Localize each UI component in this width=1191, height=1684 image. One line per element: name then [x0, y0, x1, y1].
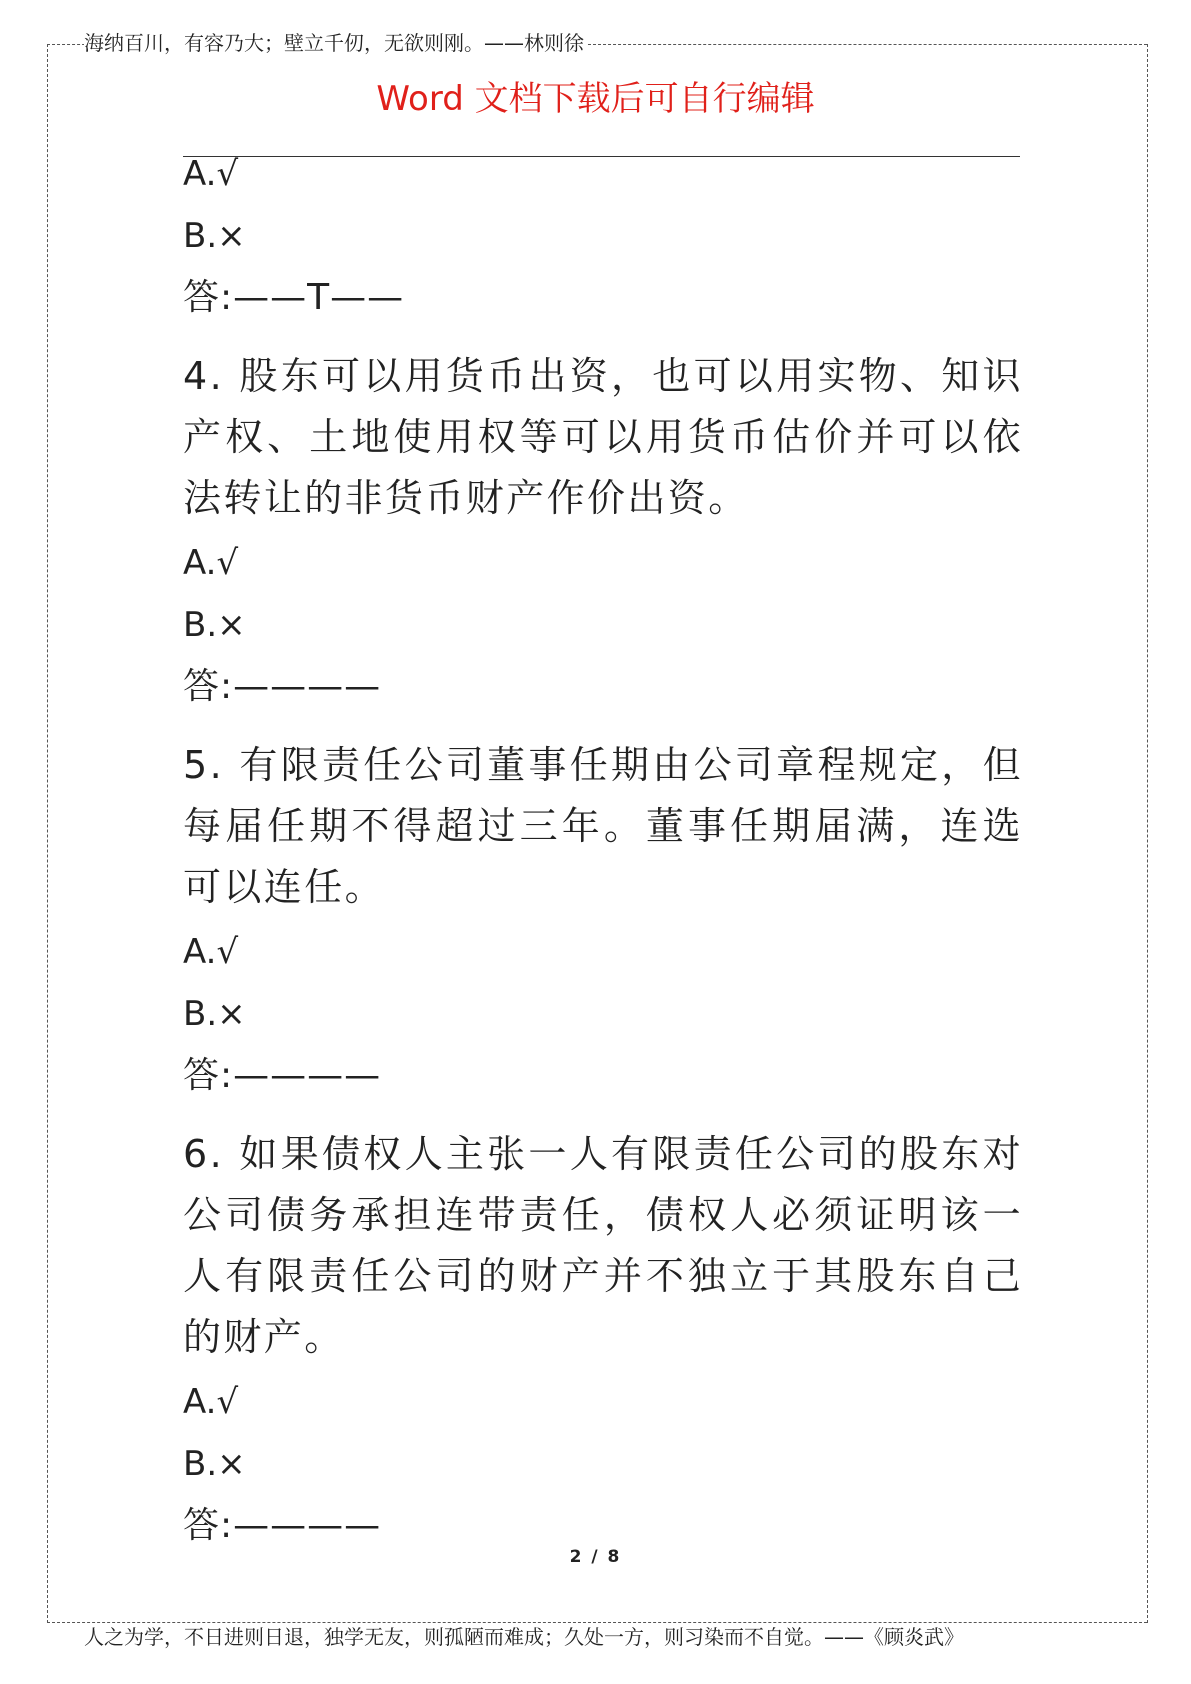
page-number: 2 / 8	[569, 1547, 622, 1567]
option-b: B.×	[183, 1444, 246, 1484]
answer-line: 答:————	[183, 1505, 382, 1546]
option-b: B.×	[183, 994, 246, 1034]
option-b: B.×	[183, 216, 246, 256]
page-border-left	[47, 44, 48, 1623]
option-a: A.√	[183, 543, 239, 583]
header-quote: 海纳百川，有容乃大；壁立千仞，无欲则刚。——林则徐	[84, 31, 584, 55]
answer-line: 答:————	[183, 666, 382, 707]
question-6: 6. 如果债权人主张一人有限责任公司的股东对公司债务承担连带责任，债权人必须证明该一人有限责任公司的财产并不独立于其股东自己的财产。	[183, 1132, 1023, 1359]
answer-line: 答:————	[183, 1055, 382, 1096]
header-banner: Word 文档下载后可自行编辑	[376, 79, 815, 119]
page-border-right	[1147, 44, 1148, 1623]
answer-line: 答:——T——	[183, 277, 405, 318]
option-b: B.×	[183, 605, 246, 645]
option-a: A.√	[183, 932, 239, 972]
question-5: 5. 有限责任公司董事任期由公司章程规定，但每届任期不得超过三年。董事任期届满，连选可以连任。	[183, 743, 1023, 909]
footer-quote: 人之为学，不日进则日退，独学无友，则孤陋而难成；久处一方，则习染而不自觉。——《顾炎武》	[84, 1625, 964, 1649]
question-4: 4. 股东可以用货币出资，也可以用实物、知识产权、土地使用权等可以用货币估价并可以依法转让的非货币财产作价出资。	[183, 354, 1023, 520]
option-a: A.√	[183, 1382, 239, 1422]
option-a: A.√	[183, 154, 239, 194]
document-body	[183, 152, 1023, 1566]
